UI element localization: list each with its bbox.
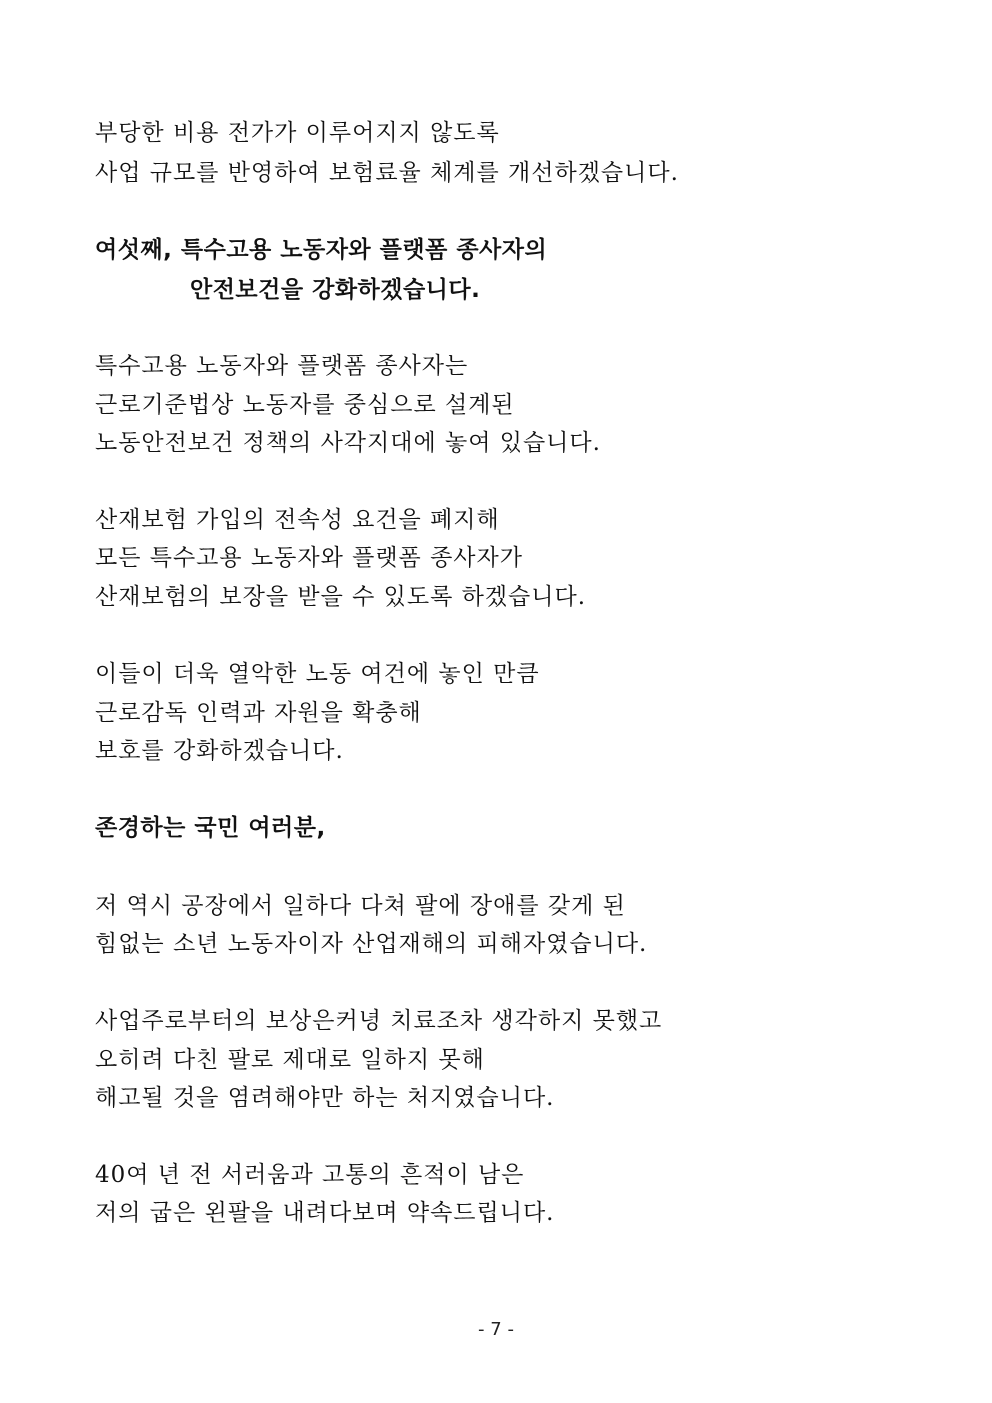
body-text-line: 근로감독 인력과 자원을 확충해 xyxy=(95,700,422,726)
body-text-line: 모든 특수고용 노동자와 플랫폼 종사자가 xyxy=(95,545,523,571)
body-text-line: 40여 년 전 서러움과 고통의 흔적이 남은 xyxy=(95,1162,525,1188)
page-number: - 7 - xyxy=(478,1319,514,1340)
body-text-line: 힘없는 소년 노동자이자 산업재해의 피해자였습니다. xyxy=(95,931,648,957)
body-text-line: 보호를 강화하겠습니다. xyxy=(95,738,344,764)
section-heading: 여섯째, 특수고용 노동자와 플랫폼 종사자의 xyxy=(95,237,548,263)
body-text-line: 사업 규모를 반영하여 보험료율 체계를 개선하겠습니다. xyxy=(95,160,679,186)
body-text-line: 부당한 비용 전가가 이루어지지 않도록 xyxy=(95,120,500,146)
body-text-line: 저의 굽은 왼팔을 내려다보며 약속드립니다. xyxy=(95,1200,555,1226)
body-text-line: 저 역시 공장에서 일하다 다쳐 팔에 장애를 갖게 된 xyxy=(95,893,626,919)
address-heading: 존경하는 국민 여러분, xyxy=(95,815,326,841)
body-text-line: 해고될 것을 염려해야만 하는 처지였습니다. xyxy=(95,1085,555,1111)
body-text-line: 노동안전보건 정책의 사각지대에 놓여 있습니다. xyxy=(95,430,601,456)
body-text-line: 근로기준법상 노동자를 중심으로 설계된 xyxy=(95,392,515,418)
body-text-line: 특수고용 노동자와 플랫폼 종사자는 xyxy=(95,353,469,379)
body-text-line: 이들이 더욱 열악한 노동 여건에 놓인 만큼 xyxy=(95,661,540,687)
body-text-line: 산재보험의 보장을 받을 수 있도록 하겠습니다. xyxy=(95,584,587,610)
body-text-line: 사업주로부터의 보상은커녕 치료조차 생각하지 못했고 xyxy=(95,1008,663,1034)
body-text-line: 산재보험 가입의 전속성 요건을 폐지해 xyxy=(95,507,500,533)
body-text-line: 오히려 다친 팔로 제대로 일하지 못해 xyxy=(95,1047,485,1073)
section-heading-continued: 안전보건을 강화하겠습니다. xyxy=(190,277,481,303)
